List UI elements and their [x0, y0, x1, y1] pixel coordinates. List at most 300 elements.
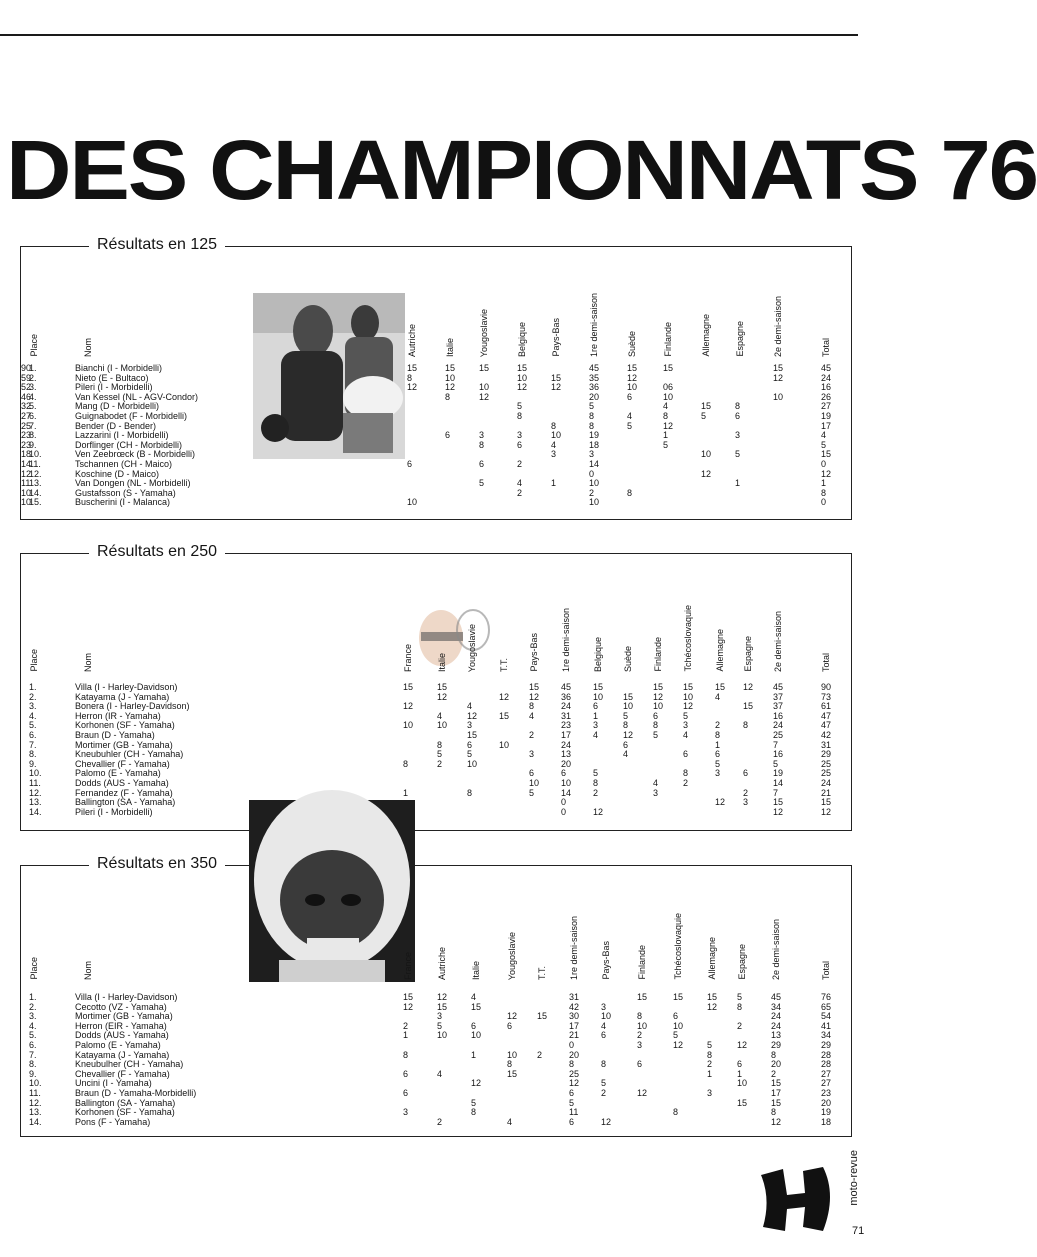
- score-cell: 6: [561, 768, 567, 779]
- score-cell: 8: [471, 1107, 477, 1118]
- score-cell: 15: [773, 797, 784, 808]
- score-cell: 12: [653, 691, 664, 702]
- place-cell: 10.: [29, 449, 42, 460]
- score-cell: 15: [623, 691, 634, 702]
- score-cell: 10: [445, 372, 456, 383]
- col-header: 2e demi-saison: [771, 918, 781, 980]
- place-cell: 4.: [29, 710, 37, 721]
- rider-name: Pileri (I - Morbidelli): [75, 806, 153, 817]
- place-cell: 9.: [29, 758, 37, 769]
- table-row: [21, 421, 851, 431]
- rider-name: Dodds (AUS - Yamaha): [75, 1030, 169, 1041]
- results-table-125: [20, 236, 852, 520]
- col-header: France: [403, 643, 413, 672]
- col-header: Total: [821, 652, 831, 672]
- place-cell: 7.: [29, 1049, 37, 1060]
- score-cell: 29: [821, 1040, 832, 1050]
- score-cell: 23: [21, 430, 32, 441]
- score-cell: 12: [551, 382, 562, 393]
- score-cell: 2: [437, 758, 443, 769]
- score-cell: 10: [507, 1049, 518, 1060]
- rider-name: Dodds (AUS - Yamaha): [75, 778, 169, 788]
- score-cell: 5: [569, 1097, 575, 1108]
- score-cell: 29: [771, 1040, 782, 1050]
- score-cell: 5: [471, 1097, 477, 1108]
- score-cell: 17: [771, 1088, 782, 1098]
- score-cell: 6: [593, 701, 599, 712]
- table-row: [21, 449, 851, 459]
- score-cell: 15: [499, 710, 510, 721]
- section-title-250: Résultats en 250: [89, 542, 225, 562]
- score-cell: 18: [21, 449, 32, 460]
- score-cell: 41: [821, 1020, 832, 1031]
- table-row: [21, 440, 851, 450]
- score-cell: 8: [737, 1001, 743, 1012]
- score-cell: 4: [593, 730, 599, 740]
- score-cell: 12: [821, 806, 832, 817]
- col-header: Yougoslavie: [467, 623, 477, 672]
- score-cell: 12: [517, 382, 528, 393]
- col-header: Allemagne: [715, 629, 725, 672]
- score-cell: 6: [627, 391, 633, 402]
- score-cell: 24: [771, 1020, 782, 1031]
- col-header-place: Place: [29, 649, 39, 672]
- score-cell: 15: [529, 682, 540, 692]
- score-cell: 10: [737, 1078, 748, 1089]
- rider-name: Herron (IR - Yamaha): [75, 710, 161, 721]
- score-cell: 3: [683, 720, 689, 731]
- rider-name: Guignabodet (F - Morbidelli): [75, 411, 188, 421]
- rider-name: Koschine (D - Maico): [75, 468, 160, 479]
- score-cell: 6: [569, 1088, 575, 1098]
- score-cell: 2: [537, 1049, 543, 1060]
- score-cell: 5: [437, 1020, 443, 1031]
- score-cell: 6: [737, 1059, 743, 1070]
- rider-name: Chevallier (F - Yamaha): [75, 758, 170, 769]
- score-cell: 12: [437, 691, 448, 702]
- table-row: [21, 692, 851, 702]
- score-cell: 6: [653, 710, 659, 721]
- score-cell: 10: [407, 497, 418, 508]
- score-cell: 6: [569, 1116, 575, 1127]
- score-cell: 10: [499, 739, 510, 750]
- score-cell: 0: [569, 1040, 575, 1050]
- score-cell: 15: [663, 363, 674, 373]
- score-cell: 32: [21, 401, 32, 412]
- score-cell: 5: [737, 992, 743, 1002]
- place-cell: 12.: [29, 787, 42, 798]
- score-cell: 28: [821, 1059, 832, 1070]
- score-cell: 4: [437, 1068, 443, 1079]
- score-cell: 12: [627, 372, 638, 383]
- score-cell: 10: [589, 478, 600, 489]
- place-cell: 15.: [29, 497, 42, 508]
- rider-name: Pileri (I - Morbidelli): [75, 382, 153, 393]
- rider-name: Mang (D - Morbidelli): [75, 401, 160, 412]
- score-cell: 18: [821, 1116, 832, 1127]
- score-cell: 30: [569, 1011, 580, 1022]
- score-cell: 25: [821, 758, 832, 769]
- table-row: [21, 749, 851, 759]
- score-cell: 10: [561, 778, 572, 788]
- col-header: Total: [821, 960, 831, 980]
- rider-name: Bianchi (I - Morbidelli): [75, 363, 163, 373]
- score-cell: 20: [589, 391, 600, 402]
- score-cell: 45: [561, 682, 572, 692]
- rider-name: Ven Zeebrœck (B - Morbidelli): [75, 449, 196, 460]
- rider-name: Gustafsson (S - Yamaha): [75, 487, 176, 498]
- place-cell: 1.: [29, 363, 37, 373]
- place-cell: 6.: [29, 411, 37, 421]
- score-cell: 12: [707, 1001, 718, 1012]
- score-cell: 23: [821, 1088, 832, 1098]
- score-cell: 3: [551, 449, 557, 460]
- score-cell: 0: [589, 468, 595, 479]
- score-cell: 12: [773, 806, 784, 817]
- table-row: [21, 392, 851, 402]
- score-cell: 6: [471, 1020, 477, 1031]
- score-cell: 12: [437, 992, 448, 1002]
- score-cell: 12: [673, 1040, 684, 1050]
- score-cell: 15: [821, 449, 832, 460]
- table-row: [21, 1088, 851, 1098]
- score-cell: 8: [529, 701, 535, 712]
- score-cell: 4: [627, 411, 633, 421]
- score-cell: 10: [701, 449, 712, 460]
- score-cell: 2: [683, 778, 689, 788]
- rider-name: Fernandez (F - Yamaha): [75, 787, 173, 798]
- score-cell: 31: [561, 710, 572, 721]
- score-cell: 65: [821, 1001, 832, 1012]
- score-cell: 10: [663, 391, 674, 402]
- col-header-place: Place: [29, 957, 39, 980]
- score-cell: 5: [627, 420, 633, 431]
- score-cell: 11: [21, 478, 31, 489]
- col-header: 1re demi-saison: [589, 292, 599, 357]
- score-cell: 1: [593, 710, 599, 721]
- score-cell: 6: [445, 430, 451, 441]
- score-cell: 37: [773, 691, 784, 702]
- rider-name: Villa (I - Harley-Davidson): [75, 992, 178, 1002]
- score-cell: 76: [821, 992, 832, 1002]
- score-cell: 12: [743, 682, 754, 692]
- score-cell: 3: [593, 720, 599, 731]
- score-cell: 5: [707, 1040, 713, 1050]
- place-cell: 5.: [29, 401, 37, 412]
- score-cell: 5: [529, 787, 535, 798]
- score-cell: 4: [471, 992, 477, 1002]
- score-cell: 24: [561, 739, 572, 750]
- rider-name: Bonera (I - Harley-Davidson): [75, 701, 190, 712]
- score-cell: 3: [589, 449, 595, 460]
- score-cell: 12: [21, 468, 32, 479]
- score-cell: 2: [737, 1020, 743, 1031]
- score-cell: 29: [821, 749, 832, 760]
- col-header-place: Place: [29, 334, 39, 357]
- score-cell: 28: [821, 1049, 832, 1060]
- rider-photo-250: [407, 602, 493, 682]
- score-cell: 25: [21, 420, 32, 431]
- col-header-nom: Nom: [83, 337, 93, 357]
- place-cell: 7.: [29, 420, 37, 431]
- place-cell: 13.: [29, 1107, 42, 1118]
- score-cell: 35: [589, 372, 600, 383]
- score-cell: 10: [21, 487, 32, 498]
- score-cell: 4: [517, 478, 523, 489]
- rider-name: Ballington (SA - Yamaha): [75, 797, 176, 808]
- score-cell: 10: [637, 1020, 648, 1031]
- score-cell: 17: [561, 730, 572, 740]
- table-row: [21, 373, 851, 383]
- score-cell: 21: [569, 1030, 580, 1041]
- place-cell: 6.: [29, 730, 37, 740]
- score-cell: 1: [551, 478, 557, 489]
- rider-name: Mortimer (GB - Yamaha): [75, 1011, 173, 1022]
- score-cell: 15: [437, 682, 448, 692]
- score-cell: 6: [673, 1011, 679, 1022]
- place-cell: 8.: [29, 1059, 37, 1070]
- score-cell: 31: [569, 992, 580, 1002]
- score-cell: 12: [407, 382, 418, 393]
- place-cell: 14.: [29, 487, 42, 498]
- score-cell: 15: [673, 992, 684, 1002]
- col-header: Espagne: [743, 636, 753, 672]
- score-cell: 12: [569, 1078, 580, 1089]
- score-cell: 20: [569, 1049, 580, 1060]
- score-cell: 6: [743, 768, 749, 779]
- score-cell: 15: [743, 701, 754, 712]
- score-cell: 15: [737, 1097, 748, 1108]
- score-cell: 18: [589, 439, 600, 450]
- score-cell: 5: [735, 449, 741, 460]
- table-row: [21, 768, 851, 778]
- table-row: [21, 1117, 851, 1127]
- table-row: [21, 1078, 851, 1088]
- score-cell: 10: [529, 778, 540, 788]
- place-cell: 12.: [29, 468, 42, 479]
- brand-name: moto-revue: [848, 1150, 860, 1206]
- score-cell: 3: [653, 787, 659, 798]
- col-header: 1re demi-saison: [569, 915, 579, 980]
- score-cell: 8: [707, 1049, 713, 1060]
- col-header: Italie: [445, 337, 455, 357]
- place-cell: 3.: [29, 1011, 37, 1022]
- score-cell: 12: [499, 691, 510, 702]
- col-header-nom: Nom: [83, 960, 93, 980]
- score-cell: 2: [517, 459, 523, 469]
- score-cell: 4: [437, 710, 443, 721]
- place-cell: 11.: [29, 1088, 41, 1098]
- rider-name: Lazzarini (I - Morbidelli): [75, 430, 169, 441]
- score-cell: 16: [773, 749, 784, 760]
- score-cell: 8: [771, 1049, 777, 1060]
- score-cell: 5: [589, 401, 595, 412]
- section-title-350: Résultats en 350: [89, 854, 225, 874]
- score-cell: 4: [653, 778, 659, 788]
- score-cell: 34: [821, 1030, 832, 1041]
- score-cell: 5: [773, 758, 779, 769]
- col-header: Allemagne: [707, 937, 717, 980]
- score-cell: 7: [773, 787, 779, 798]
- score-cell: 2: [517, 487, 523, 498]
- col-header: Espagne: [737, 944, 747, 980]
- score-cell: 6: [403, 1088, 409, 1098]
- score-cell: 15: [537, 1011, 548, 1022]
- score-cell: 2: [403, 1020, 409, 1031]
- score-cell: 10: [437, 1030, 448, 1041]
- place-cell: 3.: [29, 382, 37, 393]
- score-cell: 4: [507, 1116, 513, 1127]
- rider-name: Villa (I - Harley-Davidson): [75, 682, 178, 692]
- score-cell: 10: [673, 1020, 684, 1031]
- score-cell: 4: [623, 749, 629, 760]
- score-cell: 6: [623, 739, 629, 750]
- score-cell: 25: [569, 1068, 580, 1079]
- score-cell: 5: [821, 439, 827, 450]
- score-cell: 15: [403, 682, 414, 692]
- table-row: [21, 730, 851, 740]
- table-row: [21, 1021, 851, 1031]
- score-cell: 8: [735, 401, 741, 412]
- col-header: 1re demi-saison: [561, 607, 571, 672]
- score-cell: 12: [471, 1078, 482, 1089]
- score-cell: 16: [821, 382, 832, 393]
- score-cell: 19: [821, 1107, 832, 1118]
- score-cell: 12: [507, 1011, 518, 1022]
- results-table-350: [20, 855, 852, 1137]
- score-cell: 15: [821, 797, 832, 808]
- score-cell: 1: [715, 739, 721, 750]
- score-cell: 12: [663, 420, 674, 431]
- score-cell: 10: [623, 701, 634, 712]
- score-cell: 3: [403, 1107, 409, 1118]
- score-cell: 12: [821, 468, 832, 479]
- col-header: Tchécoslovaquie: [683, 605, 693, 672]
- score-cell: 4: [467, 701, 473, 712]
- score-cell: 2: [743, 787, 749, 798]
- score-cell: 20: [821, 1097, 832, 1108]
- col-header: Belgique: [593, 636, 603, 672]
- score-cell: 10: [601, 1011, 612, 1022]
- score-cell: 10: [683, 691, 694, 702]
- score-cell: 2: [593, 787, 599, 798]
- rider-name: Ballington (SA - Yamaha): [75, 1097, 176, 1108]
- score-cell: 2: [589, 487, 595, 498]
- score-cell: 4: [529, 710, 535, 721]
- score-cell: 6: [637, 1059, 643, 1070]
- score-cell: 06: [663, 382, 674, 393]
- place-cell: 4.: [29, 1020, 37, 1031]
- score-cell: 10: [479, 382, 490, 393]
- score-cell: 10: [403, 720, 414, 731]
- score-cell: 12: [467, 710, 478, 721]
- score-cell: 15: [653, 682, 664, 692]
- rider-name: Korhonen (SF - Yamaha): [75, 1107, 175, 1118]
- score-cell: 11: [569, 1107, 579, 1118]
- score-cell: 1: [403, 1030, 409, 1041]
- score-cell: 8: [673, 1107, 679, 1118]
- score-cell: 15: [707, 992, 718, 1002]
- section-title-125: Résultats en 125: [89, 235, 225, 255]
- score-cell: 27: [821, 1068, 832, 1079]
- score-cell: 45: [821, 363, 832, 373]
- score-cell: 24: [771, 1011, 782, 1022]
- score-cell: 4: [821, 430, 827, 441]
- table-row: [21, 497, 851, 507]
- score-cell: 6: [735, 411, 741, 421]
- score-cell: 15: [551, 372, 562, 383]
- score-cell: 6: [529, 768, 535, 779]
- table-row: [21, 778, 851, 788]
- score-cell: 19: [773, 768, 784, 779]
- score-cell: 8: [627, 487, 633, 498]
- score-cell: 5: [437, 749, 443, 760]
- place-cell: 11.: [29, 778, 41, 788]
- score-cell: 24: [821, 778, 832, 788]
- score-cell: 12: [773, 372, 784, 383]
- score-cell: 8: [653, 720, 659, 731]
- place-cell: 7.: [29, 739, 37, 750]
- col-header: Italie: [471, 960, 481, 980]
- score-cell: 34: [771, 1001, 782, 1012]
- score-cell: 5: [467, 749, 473, 760]
- table-row: [21, 1059, 851, 1069]
- score-cell: 10: [467, 758, 478, 769]
- score-cell: 15: [771, 1097, 782, 1108]
- score-cell: 42: [821, 730, 832, 740]
- score-cell: 1: [403, 787, 409, 798]
- col-header: Pays-Bas: [551, 318, 561, 357]
- col-header: Suède: [623, 645, 633, 672]
- place-cell: 14.: [29, 806, 42, 817]
- col-header: Tchécoslovaquie: [673, 913, 683, 980]
- score-cell: 10: [21, 497, 32, 508]
- score-cell: 15: [715, 682, 726, 692]
- score-cell: 5: [683, 710, 689, 721]
- table-row: [21, 1040, 851, 1050]
- score-cell: 19: [821, 411, 832, 421]
- rider-name: Dorflinger (CH - Morbidelli): [75, 439, 183, 450]
- score-cell: 2: [601, 1088, 607, 1098]
- score-cell: 0: [561, 806, 567, 817]
- score-cell: 61: [821, 701, 832, 712]
- score-cell: 14: [561, 787, 572, 798]
- page-number: 71: [852, 1225, 865, 1237]
- score-cell: 3: [437, 1011, 443, 1022]
- score-cell: 0: [821, 459, 827, 469]
- score-cell: 5: [653, 730, 659, 740]
- score-cell: 2: [437, 1116, 443, 1127]
- score-cell: 15: [773, 363, 784, 373]
- score-cell: 8: [407, 372, 413, 383]
- col-header: Finlande: [637, 945, 647, 980]
- table-row: [21, 682, 851, 692]
- table-row: [21, 740, 851, 750]
- score-cell: 73: [821, 691, 832, 702]
- score-cell: 15: [467, 730, 478, 740]
- score-cell: 19: [589, 430, 600, 441]
- rider-name: Palomo (E - Yamaha): [75, 1040, 161, 1050]
- rider-name: Kneubulher (CH - Yamaha): [75, 1059, 184, 1070]
- rider-name: Mortimer (GB - Yamaha): [75, 739, 173, 750]
- place-cell: 14.: [29, 1116, 42, 1127]
- place-cell: 1.: [29, 992, 37, 1002]
- score-cell: 5: [663, 439, 669, 450]
- score-cell: 45: [589, 363, 600, 373]
- place-cell: 4.: [29, 391, 37, 402]
- score-cell: 17: [569, 1020, 580, 1031]
- table-row: [21, 797, 851, 807]
